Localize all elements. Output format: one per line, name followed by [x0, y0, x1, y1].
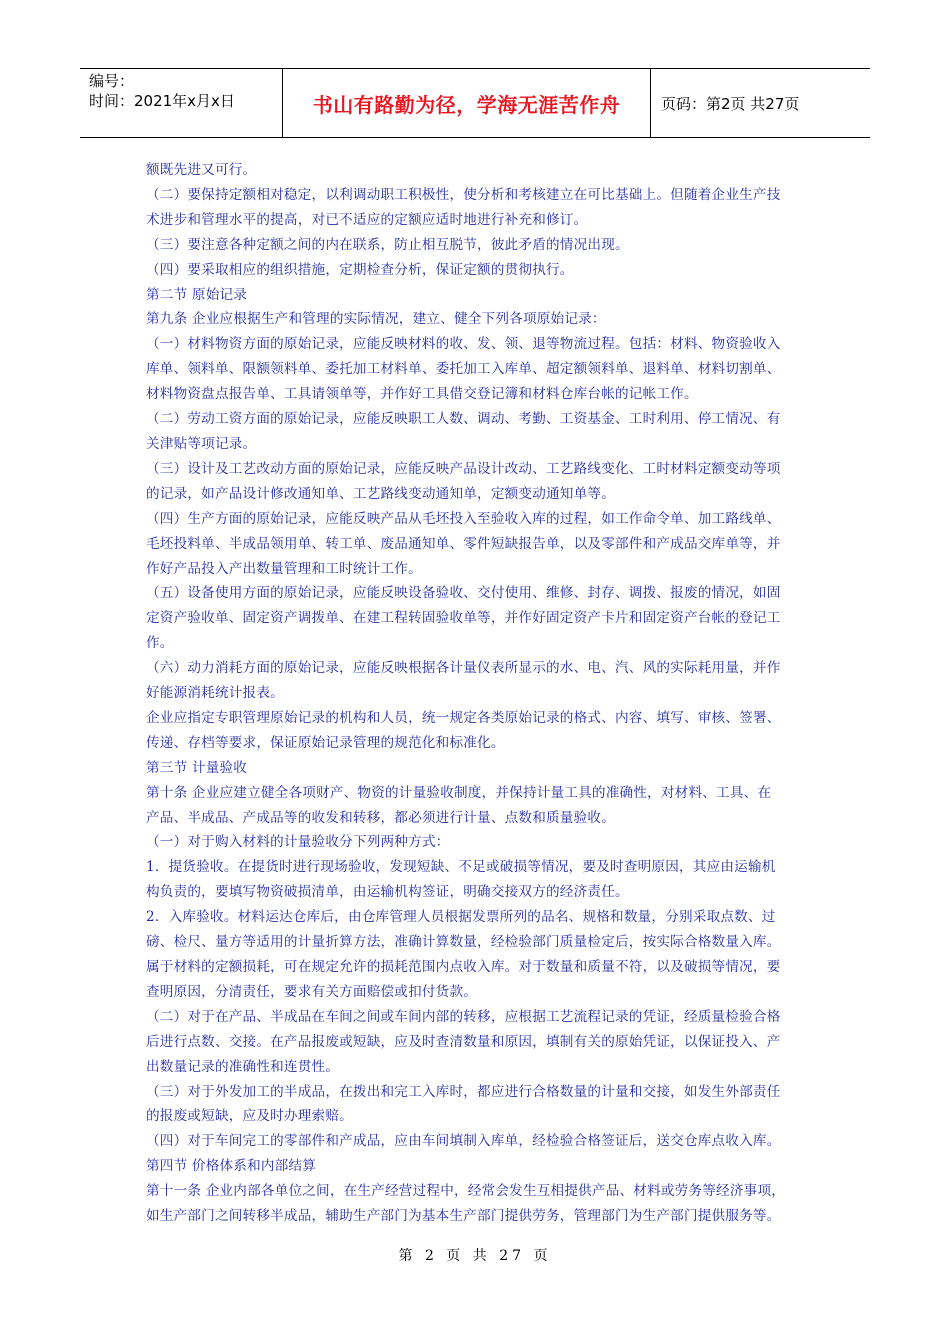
- text-line: 材料物资盘点报告单、工具请领单等，并作好工具借交登记簿和材料仓库台帐的记帐工作。: [146, 386, 698, 403]
- text-line: 2．入库验收。材料运达仓库后，由仓库管理人员根据发票所列的品名、规格和数量，分别采取点数、过: [146, 909, 776, 926]
- text-line: （四）对于车间完工的零部件和产成品，应由车间填制入库单，经检验合格签证后，送交仓库点收入库。: [146, 1133, 781, 1150]
- text-line: （五）设备使用方面的原始记录，应能反映设备验收、交付使用、维修、封存、调拨、报废的情况，如固: [146, 585, 781, 602]
- text-line: 属于材料的定额损耗，可在规定允许的损耗范围内点收入库。对于数量和质量不符，以及破损等情况，要: [146, 959, 781, 975]
- text-line: 第四节 价格体系和内部结算: [146, 1158, 317, 1175]
- text-line: 产品、半成品、产成品等的收发和转移，都必须进行计量、点数和质量验收。: [146, 809, 615, 826]
- text-line: （一）对于购入材料的计量验收分下列两种方式：: [146, 834, 450, 851]
- text-line: 的记录，如产品设计修改通知单、工艺路线变动通知单，定额变动通知单等。: [146, 485, 615, 502]
- text-line: 关津贴等项记录。: [146, 435, 257, 452]
- text-line: 作。: [146, 635, 174, 652]
- text-line: （一）材料物资方面的原始记录，应能反映材料的收、发、领、退等物流过程。包括：材料、物资验收入: [146, 336, 781, 353]
- text-line: （二）劳动工资方面的原始记录，应能反映职工人数、调动、考勤、工资基金、工时利用、停工情况、有: [146, 411, 781, 428]
- text-line: （四）要采取相应的组织措施，定期检查分析，保证定额的贯彻执行。: [146, 261, 574, 278]
- text-line: （三）设计及工艺改动方面的原始记录，应能反映产品设计改动、工艺路线变化、工时材料定额变动等项: [146, 460, 781, 477]
- text-line: （三）要注意各种定额之间的内在联系，防止相互脱节，彼此矛盾的情况出现。: [146, 236, 629, 253]
- text-line: 额既先进又可行。: [146, 162, 257, 178]
- text-line: 传递、存档等要求，保证原始记录管理的规范化和标准化。: [146, 734, 505, 751]
- text-line: 定资产验收单、固定资产调拨单、在建工程转固验收单等，并作好固定资产卡片和固定资产台帐的登记工: [146, 610, 781, 627]
- header-page-info: 页码：第2页 共27页: [661, 94, 800, 113]
- footer-page-number: 第 2 页 共 27 页: [398, 1248, 552, 1264]
- text-line: 第九条 企业应根据生产和管理的实际情况，建立、健全下列各项原始记录：: [146, 311, 606, 328]
- text-line: 磅、检尺、量方等适用的计量折算方法，准确计算数量，经检验部门质量检定后，按实际合格数量入库。: [146, 934, 781, 951]
- text-line: 好能源消耗统计报表。: [146, 685, 284, 702]
- text-line: 构负责的，要填写物资破损清单，由运输机构签证，明确交接双方的经济责任。: [146, 884, 629, 901]
- text-line: 第十条 企业应建立健全各项财产、物资的计量验收制度，并保持计量工具的准确性，对材料、工具、在: [146, 784, 772, 801]
- time-label: 时间：2021年x月x日: [89, 92, 235, 110]
- text-line: 库单、领料单、限额领料单、委托加工材料单、委托加工入库单、超定额领料单、退料单、材料切割单、: [146, 361, 781, 378]
- number-label: 编号：: [89, 72, 135, 90]
- text-line: （二）对于在产品、半成品在车间之间或车间内部的转移，应根据工艺流程记录的凭证，经质量检验合格: [146, 1008, 781, 1025]
- header-meta-cell: [80, 69, 283, 137]
- text-line: 1．提货验收。在提货时进行现场验收，发现短缺、不足或破损等情况，要及时查明原因，其应由运输机: [146, 859, 776, 876]
- text-line: 的报废或短缺，应及时办理索赔。: [146, 1108, 353, 1125]
- text-line: 第十一条 企业内部各单位之间，在生产经营过程中，经常会发生互相提供产品、材料或劳务等经济事项，: [146, 1183, 786, 1200]
- text-line: （三）对于外发加工的半成品，在拨出和完工入库时，都应进行合格数量的计量和交接，如发生外部责任: [146, 1083, 781, 1100]
- page-header: [80, 68, 870, 138]
- page-footer: [0, 1245, 950, 1265]
- text-line: 出数量记录的准确性和连贯性。: [146, 1058, 340, 1075]
- text-line: 第二节 原始记录: [146, 286, 248, 303]
- text-line: 查明原因，分清责任，要求有关方面赔偿或扣付货款。: [146, 983, 478, 1000]
- text-line: （二）要保持定额相对稳定，以利调动职工积极性，使分析和考核建立在可比基础上。但随着企业生产技: [146, 186, 781, 203]
- text-line: 术进步和管理水平的提高，对已不适应的定额应适时地进行补充和修订。: [146, 211, 588, 228]
- text-line: （六）动力消耗方面的原始记录，应能反映根据各计量仪表所显示的水、电、汽、风的实际耗用量，并作: [146, 660, 781, 677]
- text-line: 毛坯投料单、半成品领用单、转工单、废品通知单、零件短缺报告单，以及零部件和产成品交库单等，并: [146, 535, 781, 552]
- text-line: 企业应指定专职管理原始记录的机构和人员，统一规定各类原始记录的格式、内容、填写、审核、签署、: [146, 709, 781, 726]
- text-line: 如生产部门之间转移半成品，辅助生产部门为基本生产部门提供劳务，管理部门为生产部门提供服务等。: [146, 1208, 781, 1225]
- text-line: （四）生产方面的原始记录，应能反映产品从毛坯投入至验收入库的过程，如工作命令单、加工路线单、: [146, 510, 781, 527]
- document-body: [146, 158, 806, 1229]
- text-line: 后进行点数、交接。在产品报废或短缺，应及时查清数量和原因，填制有关的原始凭证，以保证投入、产: [146, 1033, 781, 1050]
- text-line: 作好产品投入产出数量管理和工时统计工作。: [146, 560, 422, 577]
- header-motto: 书山有路勤为径，学海无涯苦作舟: [283, 69, 651, 137]
- text-line: 第三节 计量验收: [146, 759, 248, 776]
